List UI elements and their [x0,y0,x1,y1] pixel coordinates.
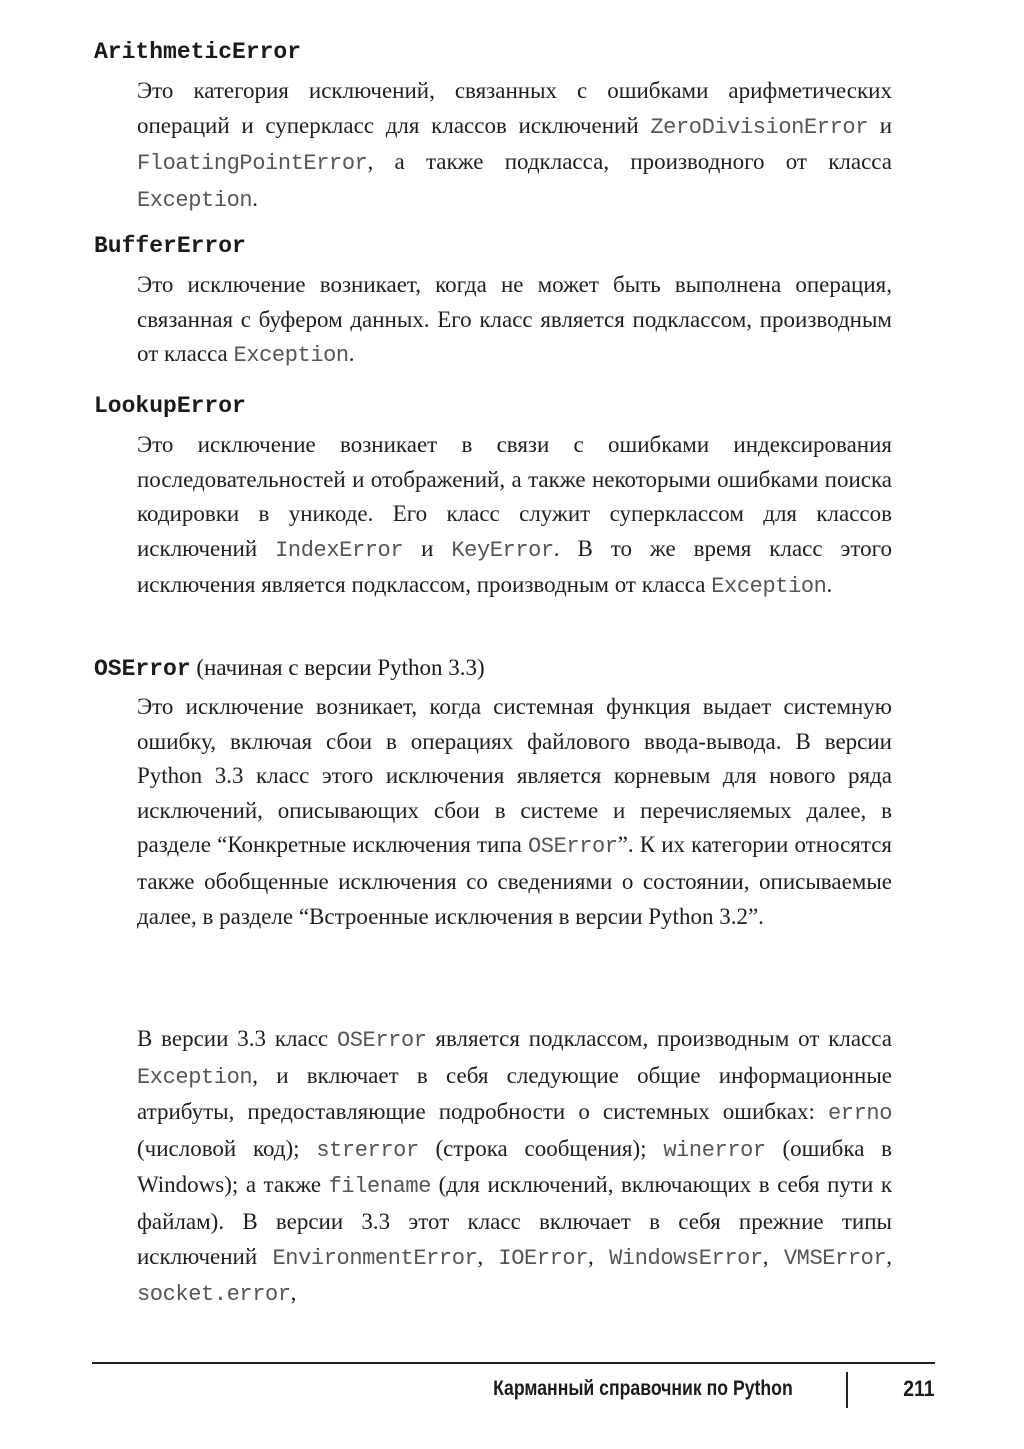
text-run: является подклассом, производным от класса [426,1026,892,1051]
entry-heading-buffererror [94,232,246,260]
text-run: , [886,1243,893,1269]
text-run: и [868,112,892,138]
text-run: . [348,341,355,367]
text-run: ”. К их категории относятся также обобщенные исключения со сведениями о состоянии, описываемые далее, в разделе “Встроенные исключения в версии Python 3.2”. [137,832,892,929]
footer-separator [846,1372,848,1408]
entry-description [137,428,892,605]
inline-code: FloatingPointError [137,151,368,177]
text-run: . [252,185,258,211]
inline-code: errno [827,1101,892,1127]
page-number: 211 [902,1376,934,1401]
inline-code: socket.error [137,1282,291,1308]
entry-description [137,268,892,374]
entry-heading-lookuperror [94,392,246,420]
inline-code: Exception [137,1064,253,1090]
text-run: Это исключение возникает в связи с ошибками индексирования последовательностей и отображений, а также некоторыми ошибками поиска кодировки в уникоде. Его класс служит суперклассом для классов исключений [137,432,892,561]
text-run: . [826,572,833,598]
entry-description [137,74,892,218]
inline-code: OSError [336,1028,427,1053]
inline-code: strerror [316,1137,419,1163]
footer-rule [92,1362,935,1364]
inline-code: Exception [233,343,349,369]
text-run: , а также подкласса, производного от класса [367,149,892,175]
entry-description [137,690,892,934]
text-run: и [403,535,452,561]
text-run: (ошибка в Windows); а также [137,1135,893,1198]
text-run: Это исключение возникает, когда системная функция выдает системную ошибку, включая сбои в операциях файлового ввода-вывода. В версии Python 3.3 класс этого исключения является корневым для нового ряда исключений, описывающих сбои в системе и перечисляемых далее, в разделе “Конкретные исключения типа [137,694,892,858]
text-run: . В то же время класс этого исключения является подклассом, производным от класса [137,535,892,598]
inline-code: IOError [498,1245,589,1271]
footer-book-title: Карманный справочник по Python [493,1377,793,1400]
entry-name: OSError [94,656,191,682]
text-run: Это категория исключений, связанных с ошибками арифметических операций и суперкласс для классов исключений [137,78,892,138]
entry-version-note: (начиная с версии Python 3.3) [190,655,485,680]
inline-code: winerror [663,1137,766,1163]
inline-code: ZeroDivisionError [650,114,868,140]
entry-heading-arithmeticerror [94,38,301,66]
text-run: , [762,1243,784,1269]
text-run: , [588,1243,610,1269]
inline-code: filename [328,1174,432,1200]
text-run: Это исключение возникает, когда не может быть выполнена операция, связанная с буфером данных. Его класс является подклассом, производным от класса [137,272,892,367]
inline-code: Exception [137,187,253,213]
entry-heading-oserror [94,654,485,683]
text-run: (строка сообщения); [418,1135,664,1161]
text-run: , и включает в себя следующие общие информационные атрибуты, предоставляющие подробности о системных ошибках: [137,1062,892,1125]
text-run: , [477,1243,499,1269]
inline-code: EnvironmentError [272,1245,478,1271]
inline-code: WindowsError [609,1245,763,1271]
entry-name: LookupError [94,393,246,419]
text-run: (числовой код); [137,1135,317,1161]
text-run: (для исключений, включающих в себя пути к файлам). В версии 3.3 этот класс включает в себя прежние типы исключений [137,1172,892,1269]
inline-code: IndexError [275,537,404,563]
inline-code: KeyError [451,537,554,563]
text-run: , [290,1280,297,1306]
inline-code: Exception [711,574,827,600]
text-run: В версии 3.3 класс [137,1026,337,1051]
inline-code: OSError [527,834,618,860]
entry-description-continued [137,1022,892,1313]
entry-name: BufferError [94,233,246,259]
entry-name: ArithmeticError [94,39,302,65]
inline-code: VMSError [783,1245,887,1271]
